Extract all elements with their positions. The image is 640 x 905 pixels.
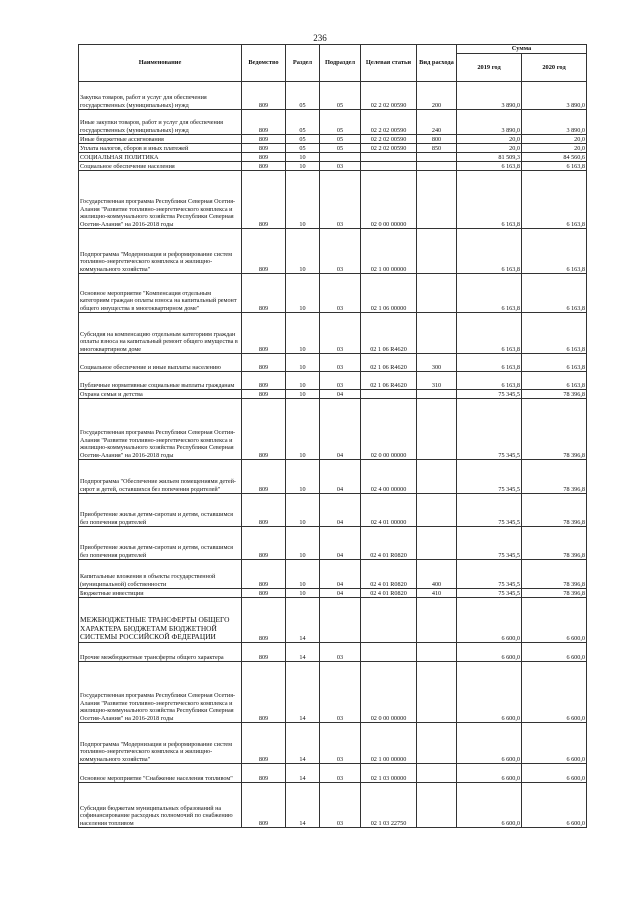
table-row	[79, 399, 587, 460]
row-vedomstvo: 809	[242, 372, 286, 390]
row-target: 02 2 02 00590	[361, 110, 417, 135]
row-name: Социальное обеспечение населения	[79, 162, 242, 171]
page-number: 236	[313, 33, 327, 43]
row-sum-2020: 78 396,8	[522, 589, 587, 598]
row-target: 02 4 01 R0820	[361, 589, 417, 598]
row-sum-2020: 20,0	[522, 144, 587, 153]
row-name: Закупка товаров, работ и услуг для обеспечения государственных (муниципальных) нужд	[79, 82, 242, 110]
row-vedomstvo: 809	[242, 162, 286, 171]
row-sum-2019: 6 163,8	[457, 274, 522, 313]
table-row	[79, 354, 587, 372]
row-podrazdel: 04	[320, 460, 361, 494]
row-name: Основное мероприятие "Компенсация отдельным категориям граждан оплаты взноса на капитальный ремонт общего имущества в многоквартирном доме"	[79, 274, 242, 313]
row-target: 02 1 03 00000	[361, 764, 417, 783]
row-razdel: 10	[286, 527, 320, 560]
row-vid: 200	[417, 82, 457, 110]
table-row	[79, 560, 587, 589]
row-podrazdel: 03	[320, 372, 361, 390]
row-podrazdel: 04	[320, 589, 361, 598]
row-target: 02 4 01 R0820	[361, 560, 417, 589]
row-vedomstvo: 809	[242, 82, 286, 110]
row-name: Подпрограмма "Обеспечение жильем помещениями детей-сирот и детей, оставшихся без попечения родителей"	[79, 460, 242, 494]
table-row	[79, 460, 587, 494]
row-name: Иные закупки товаров, работ и услуг для обеспечения государственных (муниципальных) нужд	[79, 110, 242, 135]
row-sum-2019: 6 600,0	[457, 598, 522, 643]
row-podrazdel: 03	[320, 313, 361, 354]
row-target	[361, 390, 417, 399]
row-vedomstvo: 809	[242, 110, 286, 135]
table-row	[79, 598, 587, 643]
row-sum-2020: 6 600,0	[522, 764, 587, 783]
row-sum-2019: 75 345,5	[457, 399, 522, 460]
row-name: Подпрограмма "Модернизация и реформирование систем топливно-энергетического комплекса и жилищно-коммунального хозяйства"	[79, 229, 242, 274]
row-name: Подпрограмма "Модернизация и реформирование систем топливно-энергетического комплекса и жилищно-коммунального хозяйства"	[79, 723, 242, 764]
row-target: 02 1 06 R4620	[361, 354, 417, 372]
table-row	[79, 162, 587, 171]
table-row	[79, 643, 587, 662]
table-row	[79, 144, 587, 153]
row-podrazdel: 03	[320, 354, 361, 372]
row-sum-2019: 75 345,5	[457, 560, 522, 589]
row-vedomstvo: 809	[242, 135, 286, 144]
budget-table	[78, 44, 587, 828]
row-podrazdel: 05	[320, 144, 361, 153]
row-sum-2019: 6 163,8	[457, 372, 522, 390]
table-header	[79, 45, 587, 82]
row-sum-2019: 3 890,0	[457, 110, 522, 135]
table-row	[79, 110, 587, 135]
row-target: 02 0 00 00000	[361, 662, 417, 723]
row-name: Субсидии бюджетам муниципальных образований на софинансирование расходных полномочий по снабжению населения топливом	[79, 783, 242, 828]
row-razdel: 10	[286, 171, 320, 229]
table-row	[79, 723, 587, 764]
row-sum-2020: 6 163,8	[522, 229, 587, 274]
row-vid	[417, 399, 457, 460]
table-row	[79, 372, 587, 390]
row-target: 02 2 02 00590	[361, 144, 417, 153]
row-sum-2020: 6 163,8	[522, 354, 587, 372]
row-vid: 300	[417, 354, 457, 372]
row-name: Приобретение жилья детям-сиротам и детям, оставшимся без попечения родителей	[79, 527, 242, 560]
row-razdel: 10	[286, 390, 320, 399]
row-razdel: 10	[286, 372, 320, 390]
row-name: Государственная программа Республики Северная Осетия-Алания "Развитие топливно-энергетического комплекса и жилищно-коммунального хозяйства Республики Северная Осетия-Алания" на 2016-2018 годы	[79, 662, 242, 723]
row-podrazdel: 03	[320, 274, 361, 313]
row-sum-2019: 20,0	[457, 135, 522, 144]
row-sum-2019: 6 600,0	[457, 723, 522, 764]
table-row	[79, 153, 587, 162]
row-podrazdel: 04	[320, 560, 361, 589]
row-podrazdel: 03	[320, 229, 361, 274]
row-podrazdel: 03	[320, 764, 361, 783]
row-razdel: 05	[286, 135, 320, 144]
row-podrazdel: 05	[320, 110, 361, 135]
row-target: 02 1 06 R4620	[361, 313, 417, 354]
row-target: 02 1 00 00000	[361, 723, 417, 764]
row-razdel: 14	[286, 723, 320, 764]
row-name: Охрана семьи и детства	[79, 390, 242, 399]
row-vedomstvo: 809	[242, 643, 286, 662]
row-vedomstvo: 809	[242, 153, 286, 162]
row-vid	[417, 783, 457, 828]
row-razdel: 14	[286, 783, 320, 828]
row-target: 02 0 00 00000	[361, 399, 417, 460]
row-sum-2019: 6 600,0	[457, 643, 522, 662]
row-vedomstvo: 809	[242, 390, 286, 399]
row-podrazdel: 03	[320, 783, 361, 828]
row-vedomstvo: 809	[242, 171, 286, 229]
row-vedomstvo: 809	[242, 783, 286, 828]
row-podrazdel: 04	[320, 527, 361, 560]
row-target	[361, 162, 417, 171]
row-name: Государственная программа Республики Северная Осетия-Алания "Развитие топливно-энергетического комплекса и жилищно-коммунального хозяйства Республики Северная Осетия-Алания" на 2016-2018 годы	[79, 399, 242, 460]
row-sum-2019: 6 600,0	[457, 764, 522, 783]
row-sum-2020: 78 396,8	[522, 390, 587, 399]
row-sum-2020: 6 163,8	[522, 372, 587, 390]
row-sum-2019: 81 509,3	[457, 153, 522, 162]
row-razdel: 10	[286, 354, 320, 372]
row-razdel: 10	[286, 494, 320, 527]
row-sum-2020: 6 163,8	[522, 274, 587, 313]
row-razdel: 14	[286, 764, 320, 783]
row-razdel: 10	[286, 229, 320, 274]
row-sum-2019: 6 600,0	[457, 783, 522, 828]
table-row	[79, 662, 587, 723]
row-target	[361, 598, 417, 643]
header-vedomstvo: Ведомство	[242, 45, 286, 82]
row-sum-2019: 6 163,8	[457, 313, 522, 354]
header-2019: 2019 год	[457, 54, 522, 82]
table-row	[79, 527, 587, 560]
row-target: 02 1 06 00000	[361, 274, 417, 313]
row-sum-2019: 75 345,5	[457, 460, 522, 494]
row-vid: 240	[417, 110, 457, 135]
row-razdel: 10	[286, 399, 320, 460]
row-podrazdel	[320, 598, 361, 643]
row-razdel: 14	[286, 598, 320, 643]
table-row	[79, 171, 587, 229]
row-vid	[417, 460, 457, 494]
row-vedomstvo: 809	[242, 598, 286, 643]
row-target: 02 1 00 00000	[361, 229, 417, 274]
row-sum-2019: 6 163,8	[457, 162, 522, 171]
row-vedomstvo: 809	[242, 274, 286, 313]
row-podrazdel: 05	[320, 82, 361, 110]
row-sum-2019: 6 163,8	[457, 171, 522, 229]
row-target: 02 4 00 00000	[361, 460, 417, 494]
row-vedomstvo: 809	[242, 723, 286, 764]
row-sum-2020: 78 396,8	[522, 460, 587, 494]
row-sum-2020: 6 163,8	[522, 171, 587, 229]
row-sum-2019: 6 163,8	[457, 229, 522, 274]
row-sum-2020: 78 396,8	[522, 494, 587, 527]
row-name: Основное мероприятие "Снабжение населения топливом"	[79, 764, 242, 783]
row-vedomstvo: 809	[242, 662, 286, 723]
row-name: Социальное обеспечение и иные выплаты населению	[79, 354, 242, 372]
row-podrazdel: 04	[320, 390, 361, 399]
row-vedomstvo: 809	[242, 764, 286, 783]
row-sum-2020: 20,0	[522, 135, 587, 144]
row-vid	[417, 527, 457, 560]
table-row	[79, 589, 587, 598]
row-sum-2019: 75 345,5	[457, 589, 522, 598]
row-vid	[417, 662, 457, 723]
row-vid: 310	[417, 372, 457, 390]
row-sum-2019: 75 345,5	[457, 494, 522, 527]
row-name: МЕЖБЮДЖЕТНЫЕ ТРАНСФЕРТЫ ОБЩЕГО ХАРАКТЕРА БЮДЖЕТАМ БЮДЖЕТНОЙ СИСТЕМЫ РОССИЙСКОЙ ФЕДЕРАЦИИ	[79, 598, 242, 643]
row-name: Капитальные вложения в объекты государственной (муниципальной) собственности	[79, 560, 242, 589]
header-vid: Вид расхода	[417, 45, 457, 82]
table-row	[79, 764, 587, 783]
row-sum-2020: 78 396,8	[522, 560, 587, 589]
row-vedomstvo: 809	[242, 460, 286, 494]
row-vid: 410	[417, 589, 457, 598]
row-sum-2019: 75 345,5	[457, 527, 522, 560]
row-vid	[417, 274, 457, 313]
row-vid	[417, 494, 457, 527]
row-vedomstvo: 809	[242, 229, 286, 274]
row-target: 02 1 06 R4620	[361, 372, 417, 390]
header-summa: Сумма	[457, 45, 587, 54]
row-sum-2020: 6 600,0	[522, 723, 587, 764]
row-podrazdel: 03	[320, 643, 361, 662]
header-podrazdel: Подраздел	[320, 45, 361, 82]
table-row	[79, 390, 587, 399]
row-vid	[417, 643, 457, 662]
row-vid	[417, 229, 457, 274]
table-row	[79, 274, 587, 313]
row-razdel: 10	[286, 460, 320, 494]
row-target	[361, 153, 417, 162]
row-razdel: 05	[286, 82, 320, 110]
row-razdel: 10	[286, 589, 320, 598]
row-vid	[417, 723, 457, 764]
row-podrazdel: 03	[320, 162, 361, 171]
row-razdel: 14	[286, 662, 320, 723]
row-sum-2019: 75 345,5	[457, 390, 522, 399]
row-target: 02 4 01 00000	[361, 494, 417, 527]
header-razdel: Раздел	[286, 45, 320, 82]
row-podrazdel: 04	[320, 494, 361, 527]
row-vid: 800	[417, 135, 457, 144]
row-sum-2020: 6 600,0	[522, 643, 587, 662]
row-sum-2019: 6 600,0	[457, 662, 522, 723]
row-razdel: 10	[286, 274, 320, 313]
row-target	[361, 643, 417, 662]
row-name: СОЦИАЛЬНАЯ ПОЛИТИКА	[79, 153, 242, 162]
table-row	[79, 313, 587, 354]
row-sum-2020: 6 600,0	[522, 783, 587, 828]
row-sum-2020: 6 163,8	[522, 162, 587, 171]
row-razdel: 10	[286, 560, 320, 589]
row-sum-2019: 3 890,0	[457, 82, 522, 110]
row-sum-2020: 3 890,0	[522, 110, 587, 135]
header-2020: 2020 год	[522, 54, 587, 82]
row-podrazdel: 04	[320, 399, 361, 460]
table-row	[79, 783, 587, 828]
row-podrazdel: 03	[320, 662, 361, 723]
row-razdel: 14	[286, 643, 320, 662]
row-razdel: 05	[286, 144, 320, 153]
table-row	[79, 82, 587, 110]
row-vid	[417, 162, 457, 171]
row-sum-2020: 84 560,6	[522, 153, 587, 162]
row-sum-2020: 6 600,0	[522, 598, 587, 643]
row-name: Субсидия на компенсацию отдельным категориям граждан оплаты взноса на капитальный ремонт общего имущества в многоквартирном доме	[79, 313, 242, 354]
header-name: Наименование	[79, 45, 242, 82]
row-razdel: 10	[286, 153, 320, 162]
row-razdel: 10	[286, 162, 320, 171]
row-vid	[417, 764, 457, 783]
row-target: 02 2 02 00590	[361, 82, 417, 110]
row-sum-2020: 78 396,8	[522, 399, 587, 460]
row-podrazdel: 03	[320, 171, 361, 229]
row-target: 02 1 03 22750	[361, 783, 417, 828]
header-target: Целевая статьи	[361, 45, 417, 82]
row-sum-2020: 3 890,0	[522, 82, 587, 110]
row-vid: 400	[417, 560, 457, 589]
row-vid: 850	[417, 144, 457, 153]
row-sum-2019: 6 163,8	[457, 354, 522, 372]
table-row	[79, 135, 587, 144]
row-vedomstvo: 809	[242, 144, 286, 153]
row-name: Прочие межбюджетные трансферты общего характера	[79, 643, 242, 662]
row-name: Уплата налогов, сборов и иных платежей	[79, 144, 242, 153]
table-row	[79, 494, 587, 527]
row-sum-2019: 20,0	[457, 144, 522, 153]
row-vedomstvo: 809	[242, 494, 286, 527]
row-vedomstvo: 809	[242, 589, 286, 598]
row-name: Публичные нормативные социальные выплаты гражданам	[79, 372, 242, 390]
row-vid	[417, 313, 457, 354]
row-podrazdel: 03	[320, 723, 361, 764]
row-sum-2020: 6 600,0	[522, 662, 587, 723]
row-name: Государственная программа Республики Северная Осетия-Алания "Развитие топливно-энергетического комплекса и жилищно-коммунального хозяйства Республики Северная Осетия-Алания" на 2016-2018 годы	[79, 171, 242, 229]
row-podrazdel: 05	[320, 135, 361, 144]
row-razdel: 10	[286, 313, 320, 354]
row-vedomstvo: 809	[242, 313, 286, 354]
row-vedomstvo: 809	[242, 354, 286, 372]
row-podrazdel	[320, 153, 361, 162]
row-vid	[417, 171, 457, 229]
row-target: 02 2 02 00590	[361, 135, 417, 144]
row-target: 02 4 01 R0820	[361, 527, 417, 560]
row-sum-2020: 78 396,8	[522, 527, 587, 560]
row-name: Бюджетные инвестиции	[79, 589, 242, 598]
table-body	[79, 82, 587, 828]
row-sum-2020: 6 163,8	[522, 313, 587, 354]
row-vid	[417, 153, 457, 162]
row-target: 02 0 00 00000	[361, 171, 417, 229]
row-vid	[417, 390, 457, 399]
row-name: Приобретение жилья детям-сиротам и детям, оставшимся без попечения родителей	[79, 494, 242, 527]
row-razdel: 05	[286, 110, 320, 135]
row-vedomstvo: 809	[242, 527, 286, 560]
row-vedomstvo: 809	[242, 399, 286, 460]
table-row	[79, 229, 587, 274]
row-vedomstvo: 809	[242, 560, 286, 589]
row-name: Иные бюджетные ассигнования	[79, 135, 242, 144]
row-vid	[417, 598, 457, 643]
